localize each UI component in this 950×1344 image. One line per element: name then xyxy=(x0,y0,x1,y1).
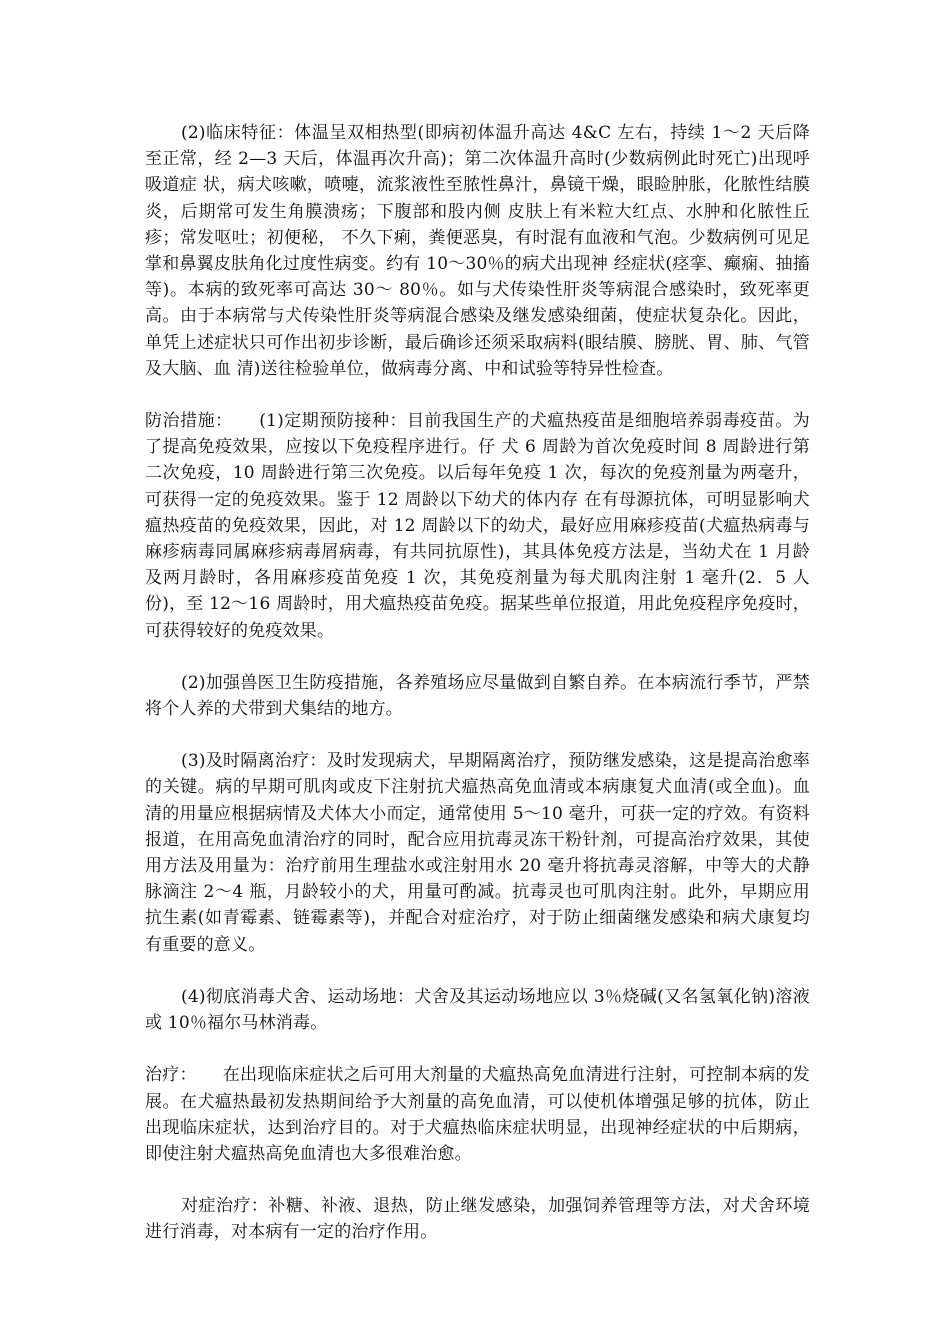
paragraph-clinical-features: (2)临床特征：体温呈双相热型(即病初体温升高达 4&C 左右，持续 1～2 天后降至正常，经 2—3 天后，体温再次升高)；第二次体温升高时(少数病例此时死亡)出现呼吸道症 状，病犬咳嗽，喷嚏，流浆液性至脓性鼻汁，鼻镜干燥，眼睑肿胀，化脓性结膜炎，后期常可发生角膜溃疡；下腹部和股内侧 皮肤上有米粒大红点、水肿和化脓性丘疹；常发呕吐；初便秘， 不久下痢，粪便恶臭，有时混有血液和气泡。少数病例可见足掌和鼻翼皮肤角化过度性病变。约有 10～30％的病犬出现神 经症状(痉挛、癫痫、抽搐等)。本病的致死率可高达 30～ 80％。如与犬传染性肝炎等病混合感染时，致死率更高。由于本病常与犬传染性肝炎等病混合感染及继发感染细菌，使症状复杂化。因此，单凭上述症状只可作出初步诊断，最后确诊还须采取病料(眼结膜、膀胱、胃、肺、气管及大脑、血 清)送往检验单位，做病毒分离、中和试验等特异性检查。 xyxy=(145,123,810,379)
paragraph-spacer xyxy=(145,644,810,670)
paragraph-symptomatic-treatment: 对症治疗：补糖、补液、退热，防止继发感染，加强饲养管理等方法，对犬舍环境进行消毒，对本病有一定的治疗作用。 xyxy=(145,1196,810,1243)
paragraph-spacer xyxy=(145,1167,810,1193)
paragraph-treatment: 治疗： 在出现临床症状之后可用大剂量的犬瘟热高免血清进行注射，可控制本病的发展。在犬瘟热最初发热期间给予大剂量的高免血清，可以使机体增强足够的抗体，防止出现临床症状，达到治疗目的。对于犬瘟热临床症状明显，出现神经症状的中后期病，即使注射犬瘟热高免血清也大多很难治愈。 xyxy=(145,1065,810,1164)
document-body xyxy=(145,120,810,1246)
paragraph-prevention-hygiene: (2)加强兽医卫生防疫措施，各养殖场应尽量做到自繁自养。在本病流行季节，严禁将个人养的犬带到犬集结的地方。 xyxy=(145,672,810,720)
paragraph-spacer xyxy=(145,382,810,408)
paragraph-prevention-isolation: (3)及时隔离治疗：及时发现病犬，早期隔离治疗，预防继发感染，这是提高治愈率的关键。病的早期可肌肉或皮下注射抗犬瘟热高免血清或本病康复犬血清(或全血)。血清的用量应根据病情及犬体大小而定，通常使用 5～10 毫升，可获一定的疗效。有资料报道，在用高免血清治疗的同时，配合应用抗毒灵冻干粉针剂，可提高治疗效果，其使用方法及用量为：治疗前用生理盐水或注射用水 20 毫升将抗毒灵溶解，中等大的犬静脉滴注 2～4 瓶，月龄较小的犬，用量可酌减。抗毒灵也可肌肉注射。此外，早期应用抗生素(如青霉素、链霉素等)，并配合对症治疗，对于防止细菌继发感染和病犬康复均有重要的意义。 xyxy=(145,751,810,955)
paragraph-spacer xyxy=(145,1036,810,1062)
paragraph-prevention-vaccination: 防治措施： (1)定期预防接种：目前我国生产的犬瘟热疫苗是细胞培养弱毒疫苗。为了提高免疫效果，应按以下免疫程序进行。仔 犬 6 周龄为首次免疫时间 8 周龄进行第二次免疫，10 周龄进行第三次免疫。以后每年免疫 1 次，每次的免疫剂量为两毫升，可获得一定的免疫效果。鉴于 12 周龄以下幼犬的体内存 在有母源抗体，可明显影响犬瘟热疫苗的免疫效果，因此，对 12 周龄以下的幼犬，最好应用麻疹疫苗(犬瘟热病毒与麻疹病毒同属麻疹病毒屑病毒，有共同抗原性)，其具体免疫方法是，当幼犬在 1 月龄及两月龄时，各用麻疹疫苗免疫 1 次，其免疫剂量为每犬肌肉注射 1 毫升(2．5 人份)，至 12～16 周龄时，用犬瘟热疫苗免疫。据某些单位报道，用此免疫程序免疫时，可获得较好的免疫效果。 xyxy=(145,411,810,641)
paragraph-spacer xyxy=(145,722,810,748)
paragraph-spacer xyxy=(145,958,810,984)
paragraph-prevention-disinfection: (4)彻底消毒犬舍、运动场地：犬舍及其运动场地应以 3％烧碱(又名氢氧化钠)溶液或 10％福尔马林消毒。 xyxy=(145,986,810,1034)
